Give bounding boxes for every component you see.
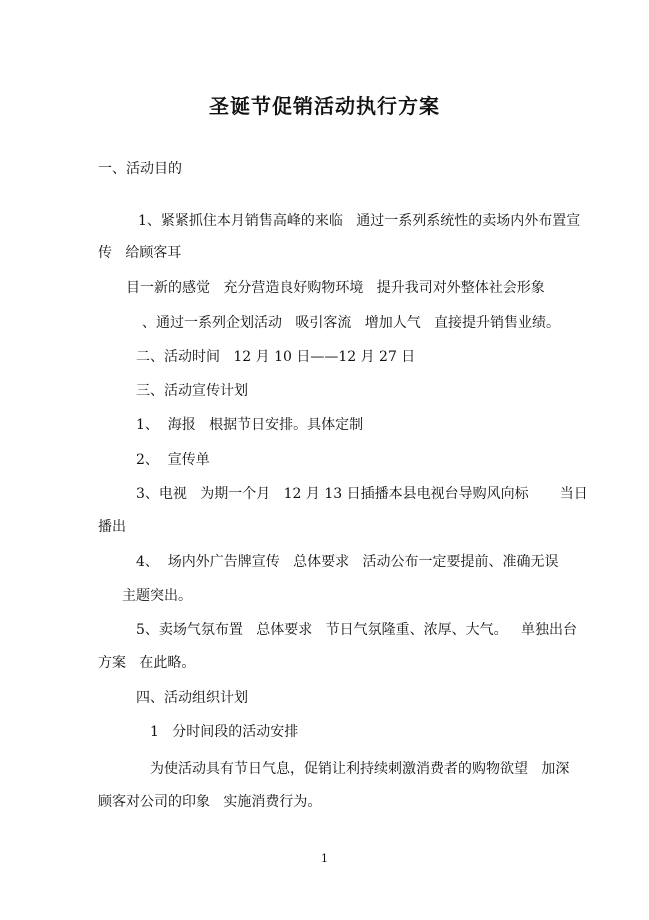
list-item-flyer: 2、 宣传单 xyxy=(136,452,210,468)
document-title: 圣诞节促销活动执行方案 xyxy=(209,94,440,118)
heading-activity-time: 二、活动时间 12 月 10 日——12 月 27 日 xyxy=(136,349,416,365)
heading-organization-plan: 四、活动组织计划 xyxy=(136,690,248,706)
paragraph-line: 顾客对公司的印象 实施消费行为。 xyxy=(98,794,322,810)
paragraph-line: 1、紧紧抓住本月销售高峰的来临 通过一系列系统性的卖场内外布置宣 xyxy=(138,213,581,229)
list-item-poster: 1、 海报 根据节日安排。具体定制 xyxy=(136,417,364,433)
paragraph-line: 为使活动具有节日气息，促销让利持续刺激消费者的购物欲望 加深 xyxy=(150,761,570,777)
page-number: 1 xyxy=(321,852,328,865)
paragraph-line: 传 给顾客耳 xyxy=(98,245,182,261)
paragraph-line: 播出 xyxy=(98,519,126,535)
paragraph-line: 、通过一系列企划活动 吸引客流 增加人气 直接提升销售业绩。 xyxy=(142,315,561,331)
list-item-billboard: 4、 场内外广告牌宣传 总体要求 活动公布一定要提前、准确无误 xyxy=(136,554,559,570)
subheading-time-schedule: 1 分时间段的活动安排 xyxy=(150,724,299,740)
list-item-store-decoration: 5、卖场气氛布置 总体要求 节日气氛隆重、浓厚、大气。 单独出台 xyxy=(136,622,577,638)
paragraph-line: 主题突出。 xyxy=(122,588,192,604)
heading-promotion-plan: 三、活动宣传计划 xyxy=(136,383,248,399)
paragraph-line: 方案 在此略。 xyxy=(98,655,196,671)
list-item-tv: 3、电视 为期一个月 12 月 13 日插播本县电视台导购风向标 当日 xyxy=(136,486,588,502)
paragraph-line: 目一新的感觉 充分营造良好购物环境 提升我司对外整体社会形象 xyxy=(126,280,545,296)
heading-activity-purpose: 一、活动目的 xyxy=(98,161,182,177)
